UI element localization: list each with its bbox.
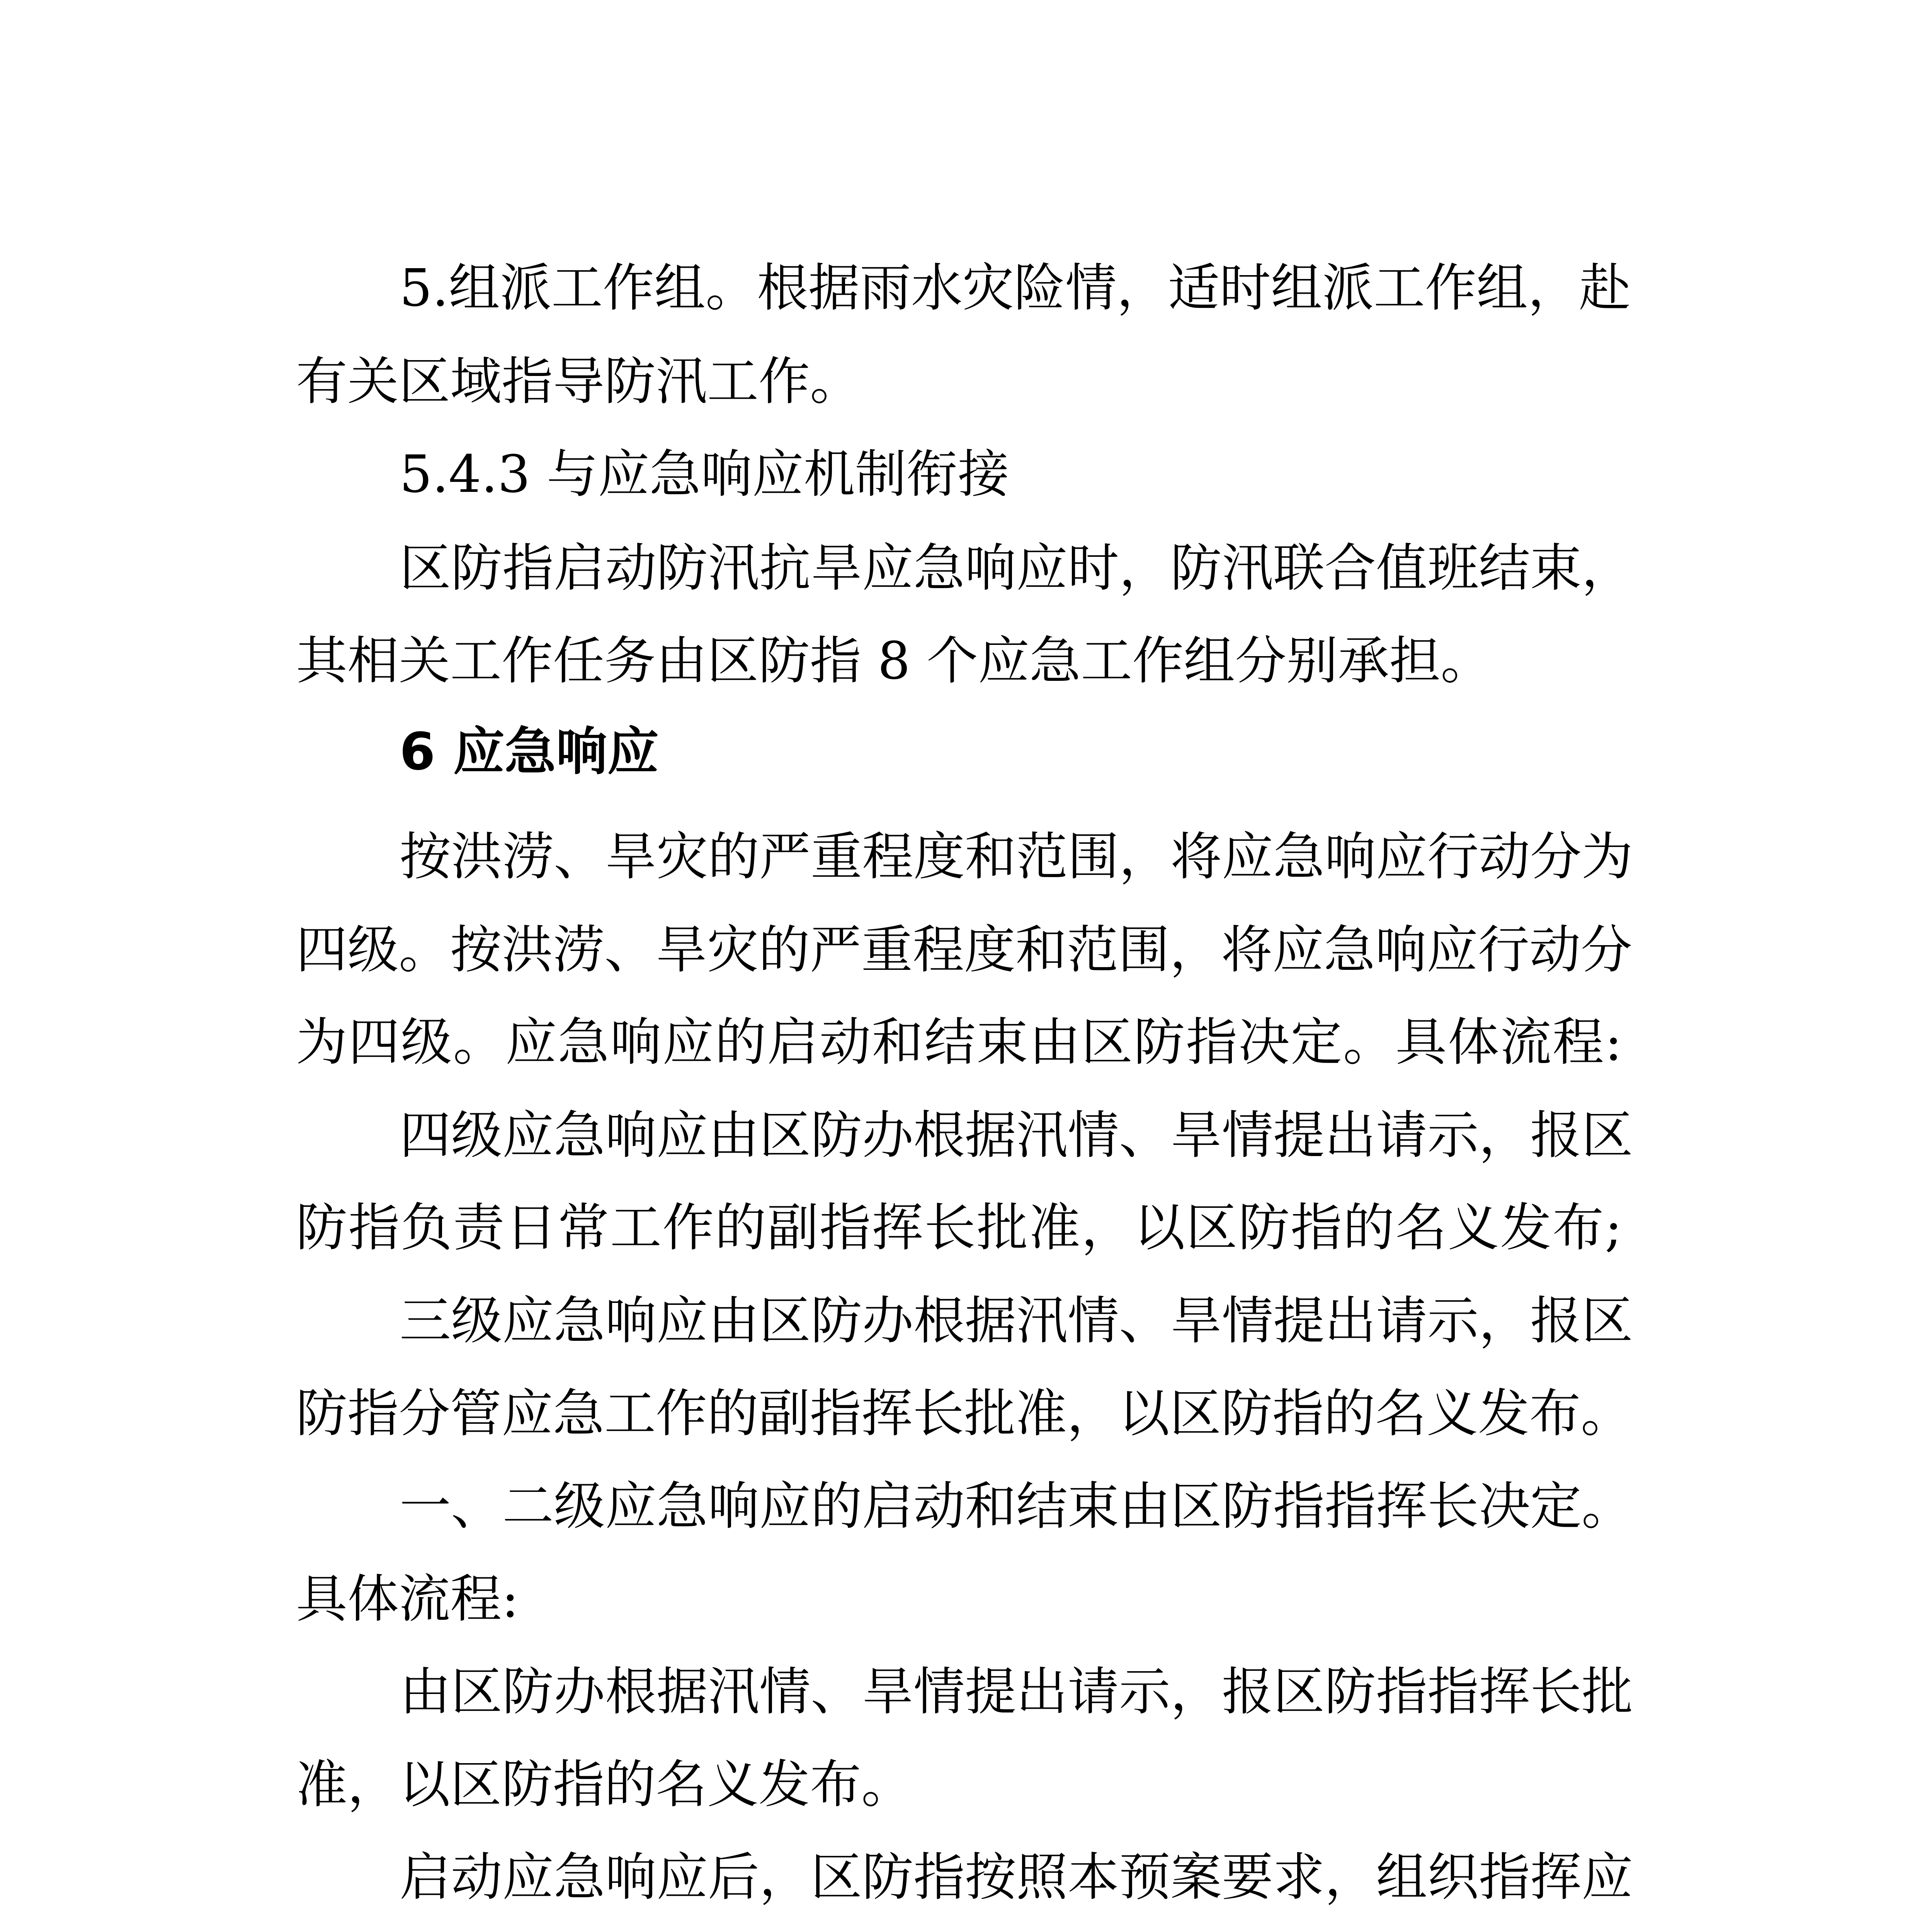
paragraph-line: 5.组派工作组。根据雨水灾险情，适时组派工作组，赴: [400, 259, 1631, 318]
section-heading-5-4-3: 5.4.3 与应急响应机制衔接: [400, 445, 1009, 504]
paragraph-line: 有关区域指导防汛工作。: [296, 352, 861, 412]
paragraph-line: 其相关工作任务由区防指 8 个应急工作组分别承担。: [296, 631, 1492, 691]
paragraph-line: 由区防办根据汛情、旱情提出请示，报区防指指挥长批: [400, 1662, 1633, 1722]
paragraph-line: 防指负责日常工作的副指挥长批准，以区防指的名义发布;: [296, 1198, 1622, 1258]
paragraph-line: 四级。按洪涝、旱灾的严重程度和范围，将应急响应行动分: [296, 920, 1632, 980]
paragraph-line: 具体流程:: [296, 1570, 519, 1629]
paragraph-line: 一、二级应急响应的启动和结束由区防指指挥长决定。: [400, 1477, 1633, 1536]
paragraph-line: 启动应急响应后，区防指按照本预案要求，组织指挥应: [400, 1848, 1633, 1907]
paragraph-line: 四级应急响应由区防办根据汛情、旱情提出请示，报区: [400, 1106, 1633, 1165]
paragraph-line: 防指分管应急工作的副指挥长批准，以区防指的名义发布。: [296, 1384, 1632, 1444]
section-heading-6: 6 应急响应: [400, 722, 659, 782]
paragraph-line: 三级应急响应由区防办根据汛情、旱情提出请示，报区: [400, 1291, 1633, 1351]
paragraph-line: 按洪涝、旱灾的严重程度和范围，将应急响应行动分为: [400, 827, 1633, 887]
paragraph-line: 准，以区防指的名义发布。: [296, 1755, 913, 1815]
paragraph-line: 为四级。应急响应的启动和结束由区防指决定。具体流程:: [296, 1013, 1622, 1072]
paragraph-line: 区防指启动防汛抗旱应急响应时，防汛联合值班结束，: [400, 539, 1633, 598]
